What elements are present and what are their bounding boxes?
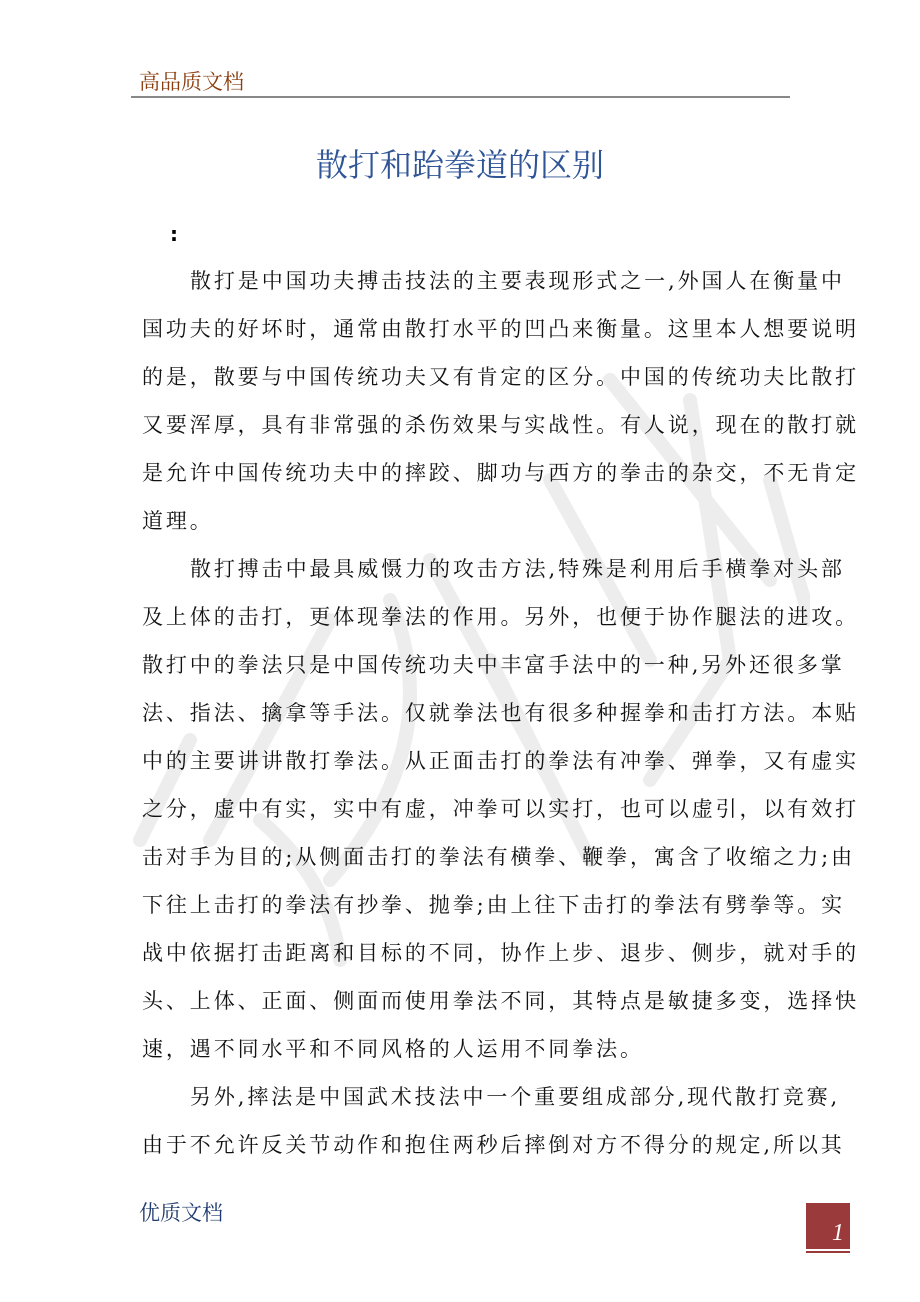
paragraph-line: 下往上击打的拳法有抄拳、抛拳;由上往下击打的拳法有劈拳等。实 [142, 893, 846, 917]
paragraph-line: 及上体的击打，更体现拳法的作用。另外，也便于协作腿法的进攻。 [142, 605, 859, 629]
page-number: 1 [832, 1220, 844, 1246]
paragraph-line: 散打中的拳法只是中国传统功夫中丰富手法中的一种,另外还很多掌 [142, 653, 845, 677]
footer-label: 优质文档 [139, 1201, 223, 1225]
paragraph-line: 国功夫的好坏时，通常由散打水平的凹凸来衡量。这里本人想要说明 [142, 317, 859, 341]
paragraph-line: 的是，散要与中国传统功夫又有肯定的区分。中国的传统功夫比散打 [142, 365, 859, 389]
paragraph-line: 头、上体、正面、侧面而使用拳法不同，其特点是敏捷多变，选择快 [142, 989, 859, 1013]
page-number-badge [806, 1203, 850, 1249]
document-title: 散打和跆拳道的区别 [315, 146, 604, 184]
paragraph-line: 道理。 [142, 509, 214, 533]
paragraph-line: 另外,摔法是中国武术技法中一个重要组成部分,现代散打竞赛, [190, 1085, 841, 1109]
paragraph-line: 战中依据打击距离和目标的不同，协作上步、退步、侧步，就对手的 [142, 941, 859, 965]
paragraph-line: 之分，虚中有实，实中有虚，冲拳可以实打，也可以虚引，以有效打 [142, 797, 859, 821]
paragraph-line: 又要浑厚，具有非常强的杀伤效果与实战性。有人说，现在的散打就 [142, 413, 859, 437]
paragraph-line: 中的主要讲讲散打拳法。从正面击打的拳法有冲拳、弹拳，又有虚实 [142, 749, 859, 773]
header-label: 高品质文档 [139, 70, 244, 94]
paragraph-line: 是允许中国传统功夫中的摔跤、脚功与西方的拳击的杂交，不无肯定 [142, 461, 859, 485]
paragraph-line: 散打搏击中最具威慑力的攻击方法,特殊是利用后手横拳对头部 [190, 557, 845, 581]
paragraph-line: 速，遇不同水平和不同风格的人运用不同拳法。 [142, 1037, 644, 1061]
paragraph-line: 由于不允许反关节动作和抱住两秒后摔倒对方不得分的规定,所以其 [142, 1133, 845, 1157]
paragraph-line: 散打是中国功夫搏击技法的主要表现形式之一,外国人在衡量中 [190, 269, 845, 293]
paragraph-line: 法、指法、擒拿等手法。仅就拳法也有很多种握拳和击打方法。本贴 [142, 701, 859, 725]
subtitle-colon: : [170, 222, 178, 246]
header-divider [131, 96, 790, 98]
paragraph-line: 击对手为目的;从侧面击打的拳法有横拳、鞭拳，寓含了收缩之力;由 [142, 845, 856, 869]
document-body [142, 265, 859, 1177]
